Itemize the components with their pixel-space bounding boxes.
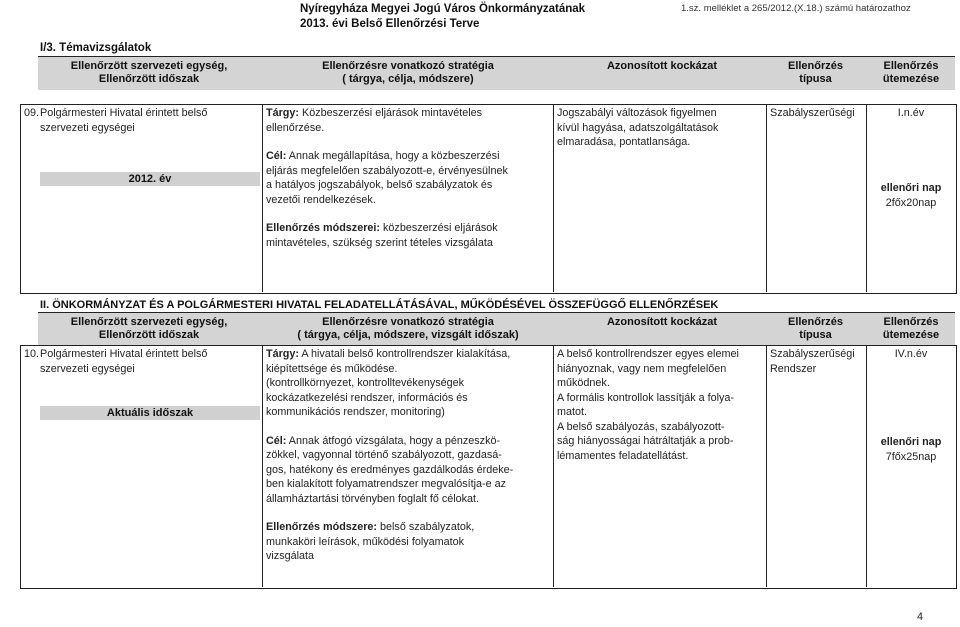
header-strategy-2: Ellenőrzésre vonatkozó stratégia ( tárgya, célja, módszere, vizsgált időszak) xyxy=(297,316,519,341)
auditor-days-label-2: ellenőri nap xyxy=(880,436,942,448)
audit-schedule: I.n.év xyxy=(897,107,925,119)
strategy-text-2: Tárgy: A hivatali belső kontrollrendszer kialakítása, kiépítettsége és működése. (kontrollkörnyezet, kontrolltevékenységek kockázatkezelési rendszer, információs és kommunikációs rendszer, monitoring) Cél: Annak átfogó vizsgálata, hogy a pénzeszkö- zökkel, vagyonnal történő szabályozott, gazdasá- gos, hatékony és eredményes gazdálkodás érdeke- ben kialakított folyamatrendszer megvalósítja-e az államháztartási törvényben foglalt fő célokat. Ellenőrzés módszere: belső szabályzatok, munkaköri leírások, működési folyamatok vizsgálata xyxy=(266,348,514,562)
title-line-1: Nyíregyháza Megyei Jogú Város Önkormányzatának xyxy=(300,3,586,15)
header-unit: Ellenőrzött szervezeti egység, Ellenőrzött időszak xyxy=(70,60,228,85)
header-schedule: Ellenőrzés ütemezése xyxy=(882,60,940,85)
audited-period-2: Aktuális időszak xyxy=(40,406,260,420)
auditor-days: 2főx20nap xyxy=(885,197,937,209)
section-2-label: II. ÖNKORMÁNYZAT ÉS A POLGÁRMESTERI HIVATAL FELADATELLÁTÁSÁVAL, MŰKÖDÉSÉVEL ÖSSZEFÜGGŐ ELLENŐRZÉSEK xyxy=(40,299,719,311)
audit-type-2: Szabályszerűségi Rendszer xyxy=(770,348,855,375)
header-schedule-2: Ellenőrzés ütemezése xyxy=(882,316,940,341)
identified-risk: Jogszabályi változások figyelmen kívül hagyása, adatszolgáltatások elmaradása, pontatlansága. xyxy=(557,107,719,148)
header-risk: Azonosított kockázat xyxy=(606,60,717,72)
strategy-text: Tárgy: Közbeszerzési eljárások mintavételes ellenőrzése. Cél: Annak megállapítása, hogy a közbeszerzési eljárás megfelelően szabályozott-e, érvényesülnek a hatályos jogszabályok, belső szabályzatok és vezetői rendelkezések. Ellenőrzés módszerei: közbeszerzési eljárások mintavételes, szükség szerint tételes vizsgálata xyxy=(266,107,508,249)
header-type: Ellenőrzés típusa xyxy=(787,60,844,85)
audited-period: 2012. év xyxy=(40,172,260,186)
audited-unit-2: Polgármesteri Hivatal érintett belső szervezeti egységei xyxy=(40,348,208,375)
document-title xyxy=(300,2,585,32)
title-line-2: 2013. évi Belső Ellenőrzési Terve xyxy=(300,18,480,30)
header-type-2: Ellenőrzés típusa xyxy=(787,316,844,341)
attachment-note: 1.sz. melléklet a 265/2012.(X.18.) számú határozathoz xyxy=(681,3,911,14)
identified-risk-2: A belső kontrollrendszer egyes elemei hiányoznak, vagy nem megfelelően működnek. A formális kontrollok lassítják a folya- matot. A belső szabályozás, szabályozott- ság hiányosságai hátráltatják a prob- lémamentes feladatellátást. xyxy=(557,348,739,462)
section-1-label: I/3. Témavizsgálatok xyxy=(40,42,152,54)
header-unit-2: Ellenőrzött szervezeti egység, Ellenőrzött időszak xyxy=(70,316,228,341)
row-number: 09. xyxy=(24,107,40,119)
audited-unit: Polgármesteri Hivatal érintett belső szervezeti egységei xyxy=(40,107,208,134)
header-risk-2: Azonosított kockázat xyxy=(606,316,717,328)
audit-type: Szabályszerűségi xyxy=(770,107,855,119)
audit-schedule-2: IV.n.év xyxy=(894,348,928,360)
header-strategy: Ellenőrzésre vonatkozó stratégia ( tárgya, célja, módszere) xyxy=(322,60,494,85)
page-number: 4 xyxy=(917,611,924,623)
auditor-days-2: 7főx25nap xyxy=(885,451,937,463)
row-number-2: 10. xyxy=(24,348,40,360)
auditor-days-label: ellenőri nap xyxy=(880,182,942,194)
